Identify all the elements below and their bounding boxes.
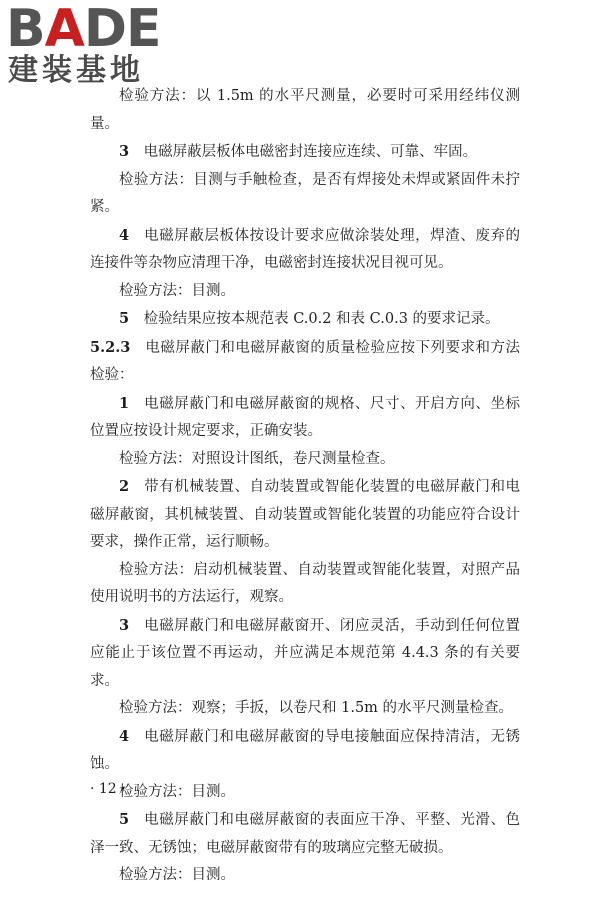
method-paragraph (90, 167, 520, 222)
paragraph-number: 3 (119, 616, 130, 634)
item-paragraph (90, 612, 520, 696)
paragraph-text: 电磁屏蔽门和电磁屏蔽窗的质量检验应按下列要求和方法检验： (90, 339, 520, 383)
paragraph-number: 4 (119, 226, 130, 244)
clause-paragraph (90, 334, 520, 390)
item-paragraph (90, 723, 520, 779)
item-paragraph (90, 806, 520, 862)
paragraph-text: 带有机械装置、自动装置或智能化装置的电磁屏蔽门和电磁屏蔽窗，其机械装置、自动装置或智能化装置的功能应符合设计要求，操作正常，运行顺畅。 (90, 479, 520, 550)
item-paragraph (90, 473, 520, 557)
paragraph-text: 检验方法：观察；手扳，以卷尺和 1.5m 的水平尺测量检查。 (119, 700, 514, 716)
bade-logo (6, 2, 181, 90)
item-paragraph (90, 305, 520, 334)
paragraph-text: 电磁屏蔽门和电磁屏蔽窗的导电接触面应保持清洁，无锈蚀。 (90, 728, 520, 772)
paragraph-text: 检验方法：启动机械装置、自动装置或智能化装置，对照产品使用说明书的方法运行，观察。 (90, 561, 520, 605)
paragraph-text: 检验结果应按本规范表 C.0.2 和表 C.0.3 的要求记录。 (143, 311, 500, 327)
paragraph-text: 检验方法：目测。 (119, 783, 235, 800)
method-paragraph (90, 278, 520, 306)
paragraph-text: 电磁屏蔽层板体按设计要求应做涂装处理，焊渣、废弃的连接件等杂物应清理干净，电磁密封连接状况目视可见。 (90, 227, 520, 271)
item-paragraph (90, 222, 520, 278)
logo-wordmark: BADE (6, 0, 161, 59)
paragraph-text: 电磁屏蔽门和电磁屏蔽窗开、闭应灵活，手动到任何位置应能止于该位置不再运动，并应满足本规范第 4.4.3 条的有关要求。 (90, 617, 520, 689)
method-paragraph (90, 862, 520, 890)
page-number: · 12 · (90, 781, 126, 797)
paragraph-text: 检验方法：目测与手触检查，是否有焊接处未焊或紧固件未拧紧。 (90, 171, 520, 215)
method-paragraph (90, 779, 520, 807)
item-paragraph (90, 138, 520, 167)
paragraph-number: 5.2.3 (90, 338, 131, 356)
method-paragraph (90, 83, 520, 138)
method-paragraph (90, 557, 520, 612)
paragraph-number: 1 (119, 394, 130, 412)
paragraph-number: 5 (119, 310, 130, 327)
paragraph-text: 检验方法：对照设计图纸，卷尺测量检查。 (119, 450, 395, 467)
method-paragraph (90, 695, 520, 723)
paragraph-text: 检验方法：目测。 (119, 282, 235, 299)
paragraph-number: 4 (119, 727, 130, 745)
paragraph-text: 检验方法：以 1.5m 的水平尺测量，必要时可采用经纬仪测量。 (90, 88, 520, 132)
method-paragraph (90, 446, 520, 474)
document-body (90, 83, 520, 890)
paragraph-text: 检验方法：目测。 (119, 867, 235, 883)
paragraph-text: 电磁屏蔽层板体电磁密封连接应连续、可靠、牢固。 (143, 144, 478, 160)
paragraph-number: 2 (119, 478, 130, 495)
paragraph-number: 3 (119, 143, 130, 160)
paragraph-text: 电磁屏蔽门和电磁屏蔽窗的规格、尺寸、开启方向、坐标位置应按设计规定要求，正确安装。 (90, 395, 520, 439)
paragraph-text: 电磁屏蔽门和电磁屏蔽窗的表面应干净、平整、光滑、色泽一致、无锈蚀；电磁屏蔽窗带有的玻璃应完整无破损。 (90, 812, 520, 856)
logo-subtitle: 建装基地 (8, 53, 144, 88)
paragraph-number: 5 (119, 811, 130, 828)
item-paragraph (90, 390, 520, 446)
